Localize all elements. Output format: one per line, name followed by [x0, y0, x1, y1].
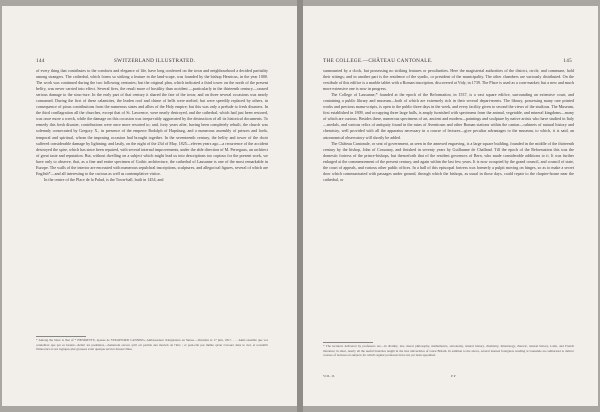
left-page [2, 6, 297, 406]
paragraph: The Château Cantonale, or seat of government, as seen in the annexed engraving, is a large square building, founded in the middle of the thirteenth century by the bishop, John of Cossonay, and finished in seventy years by Guillaume de Challand. Till the epoch of the Reformation this was the domestic fortress of the prince-bishops, but thenceforth that of the resident governors of Bern, who made considerable additions to it. It was further enlarged at the commencement of the present century, and again within the last few years. It is now occupied by the grand council, and council of state, the court of appeals, and various other public offices. In a hall of this episcopal fortress was formerly a pulpit moving on hinges, so as to make a secret door which communicated with passages under ground, through which the bishops, as usual in those days, could repair to the chapter-house near the cathedral, or [323, 140, 574, 182]
page-body [323, 68, 574, 183]
paragraph: The College of Lausanne,* founded at the epoch of the Reformation, in 1537, is a vast square edifice, surrounding an extensive court, and containing a public library and museum—both of which are extremely rich in their several depart-ments. The library, possessing many rare printed works and precious manu-scripts, is open to the public three days in the week, and every facility given to second the views of the studious. The Museum, first established in 1809, and occupying three large halls, is amply furnished with specimens from the animal, vegetable, and mineral kingdoms—many of which are curious. Besides these, numerous specimens of art, ancient and modern—paintings and sculpture by native artists who have studied in Italy—medals, and various relics of antiquity found in the ruins of Aventicum and other Roman stations within the canton—cabinets of natural history and chemistry, well provided with all the apparatus necessary in a course of lectures—give peculiar advantages to the museum, to which, it is said, an astronomical observatory will shortly be added. [323, 92, 574, 140]
signature-mark: P P [451, 374, 456, 378]
footnote: * Among the latter is that of * HENRIETTE, épouse de STRATFORD CANNING, Ambassadeur d'Angleterre en Suisse.—Décédée le 17 juin, 1817. . . . Aimé sensible que vos connoîtrez que par sa beauté—hélas! les premières—donneront encore qu'il est permis aux mortels de l'être ; et peut-elle pas même qu'on s'avouer dans le ciel, et recueillir l'innocence et ses logiques plut grossees avait quelque service dresser Dieu. [36, 338, 268, 352]
page-number: 144 [36, 58, 45, 64]
paragraph: surmounted by a clock, but possessing no striking features or peculiarities. Here the magisterial authorities of the district, circle, and commune, hold their sittings; and in another part is the residence of the syndic, or president of the municipality. The other chambers are variously distributed. On the vestibule of this edifice is a marble tablet with a Roman inscription, discovered at Vidy, in 1739. The Place is used as a corn-market; but a new and much more extensive one is now in progress. [323, 68, 574, 92]
running-head: THE COLLEGE.—CHÂTEAU CANTONALE. [323, 58, 433, 64]
footnote: * The lecturers delivered by professors are—in divinity, law, moral philosophy, mathematics, astronomy, natural history, chemistry, mineralogy, rhetoric, natural history, Latin, and French literature; in short, nearly all the useful branches taught in the best universities of Great Britain. In addition to the above, several learned foreigners residing at Lausanne are authorised to deliver courses of lectures on subjects for which regular professors have not yet been appointed. [323, 344, 574, 358]
footnote-rule [323, 342, 373, 343]
paragraph: In the centre of the Place de la Palud, is the Town-hall, built in 1454, and [44, 176, 164, 182]
footnote-rule [36, 336, 86, 337]
volume-label: VOL. II. [323, 374, 335, 378]
paragraph: of every thing that contributes to the comforts and elegance of life, have long conferred on the town and neighbourhood a decided partiality among strangers. The cathedral, which forms so striking a feature in the land-scape, was founded by the bishop Henricus, in the year 1000. The work was continued during the two following centuries; but the original plan, which indicated a third tower on the north of the present belfry, was never carried into effect. Several fires, the result more of hostility than accident —particularly in the thirteenth century—caused serious damage to the struc-ture. In the early part of that century it shared the fate of the town; and on three several occasions was nearly consumed. During the first of these calamities, the leaden roof and chime of bells were melted, but were speedily replaced by others, in consequence of pious contributions from the numerous states and allies of the Holy empire; but this was only a prelude to fresh disasters. In the third conflagration all the churches, except that of St. Lawrence, were nearly destroyed, and the cathedral, which had just been restored, was once more a wreck, while the damage on this occasion was irrepa-rably aggravated by the destruction of all its historical documents. To remedy this fresh disaster, contributions were once more resorted to; and, forty years after, having been completely rebuilt, the church was solemnly consecrated by Gregory X., in presence of the emperor Rodolph of Hapsburg, and a numerous assembly of princes and lords, temporal and spiritual, whom the imposing occasion had brought together. In the seventeenth century, the belfry and tower of the choir suffered considerable damage by lightning; and lastly, on the night of the 23d of May, 1825—eleven years ago—a recurrence of the accident destroyed the spire, which has since been repaired, with several internal improvements, under the able direction of M. Perregaux, an architect of great taste and reputation. But, without dwelling on a subject which might lead us into descriptions too copious for the present work, we have only to observe, that, as a fine and entire specimen of Gothic architecture, the cathedral of Lausanne is one of the most remarkable in Europe. The walls of the interior are encrusted with numerous sepulchral inscriptions, sculptures, and allegorical figures, several of which are English*—and all interesting to the curious as well as contemplative visitor. [36, 68, 268, 176]
page-number: 145 [563, 58, 572, 64]
page-body [36, 68, 268, 183]
running-head: SWITZERLAND ILLUSTRATED. [114, 58, 196, 64]
right-page [303, 6, 598, 406]
